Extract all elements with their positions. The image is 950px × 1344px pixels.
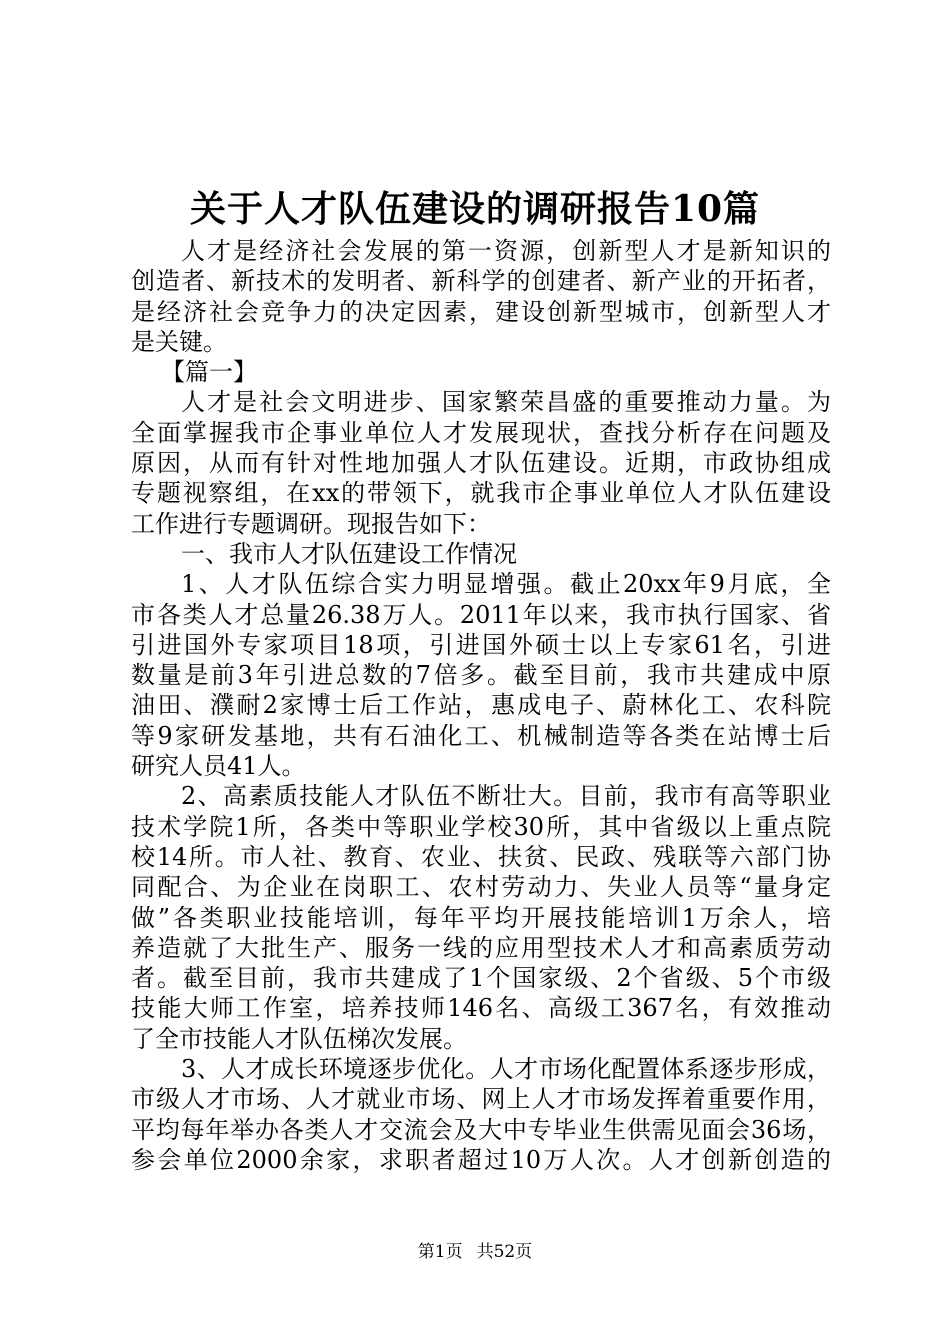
- text-line: 市各类人才总量26.38万人。2011年以来，我市执行国家、省: [131, 600, 831, 629]
- text-line: 技能大师工作室，培养技师146名、高级工367名，有效推动: [131, 994, 831, 1023]
- document-title: 关于人才队伍建设的调研报告10篇: [189, 188, 761, 230]
- text-line: 等9家研发基地，共有石油化工、机械制造等各类在站博士后: [131, 721, 831, 750]
- text-line: 是经济社会竞争力的决定因素，建设创新型城市，创新型人才: [131, 297, 831, 326]
- text-line: 人才是社会文明进步、国家繁荣昌盛的重要推动力量。为: [181, 388, 831, 417]
- text-line: 者。截至目前，我市共建成了1个国家级、2个省级、5个市级: [131, 964, 831, 993]
- text-line: 工作进行专题调研。现报告如下：: [131, 509, 491, 538]
- text-line: 研究人员41人。: [131, 752, 306, 781]
- text-line: 校14所。市人社、教育、农业、扶贫、民政、残联等六部门协: [131, 842, 831, 871]
- text-line: 专题视察组，在xx的带领下，就我市企事业单位人才队伍建设: [131, 479, 831, 508]
- text-line: 油田、濮耐2家博士后工作站，惠成电子、蔚林化工、农科院: [131, 691, 831, 720]
- text-line: 3、人才成长环境逐步优化。人才市场化配置体系逐步形成，: [181, 1055, 831, 1084]
- text-line: 原因，从而有针对性地加强人才队伍建设。近期，市政协组成: [131, 449, 831, 478]
- text-line: 做”各类职业技能培训，每年平均开展技能培训1万余人，培: [131, 903, 831, 932]
- text-line: 2、高素质技能人才队伍不断壮大。目前，我市有高等职业: [181, 782, 831, 811]
- text-line: 技术学院1所，各类中等职业学校30所，其中省级以上重点院: [131, 812, 831, 841]
- text-line: 创造者、新技术的发明者、新科学的创建者、新产业的开拓者，: [131, 267, 831, 296]
- text-line: 了全市技能人才队伍梯次发展。: [131, 1024, 467, 1053]
- text-line: 同配合、为企业在岗职工、农村劳动力、失业人员等“量身定: [131, 873, 831, 902]
- text-line: 数量是前3年引进总数的7倍多。截至目前，我市共建成中原: [131, 661, 831, 690]
- text-line: 一、我市人才队伍建设工作情况: [181, 539, 517, 568]
- text-line: 参会单位2000余家，求职者超过10万人次。人才创新创造的: [131, 1145, 831, 1174]
- page-total: 共52页: [476, 1242, 533, 1262]
- text-line: 【篇一】: [161, 358, 257, 387]
- text-line: 市级人才市场、人才就业市场、网上人才市场发挥着重要作用，: [131, 1085, 831, 1114]
- text-line: 人才是经济社会发展的第一资源，创新型人才是新知识的: [181, 237, 831, 265]
- text-line: 是关键。: [131, 327, 227, 356]
- page-footer: [0, 1240, 950, 1264]
- document-body: [131, 236, 831, 1175]
- text-line: 引进国外专家项目18项，引进国外硕士以上专家61名，引进: [131, 630, 831, 659]
- text-line: 全面掌握我市企事业单位人才发展现状，查找分析存在问题及: [131, 418, 831, 447]
- text-line: 养造就了大批生产、服务一线的应用型技术人才和高素质劳动: [131, 933, 831, 962]
- text-line: 平均每年举办各类人才交流会及大中专毕业生供需见面会36场，: [131, 1115, 831, 1144]
- page-number: 第1页: [417, 1242, 463, 1262]
- text-line: 1、人才队伍综合实力明显增强。截止20xx年9月底，全: [181, 570, 831, 599]
